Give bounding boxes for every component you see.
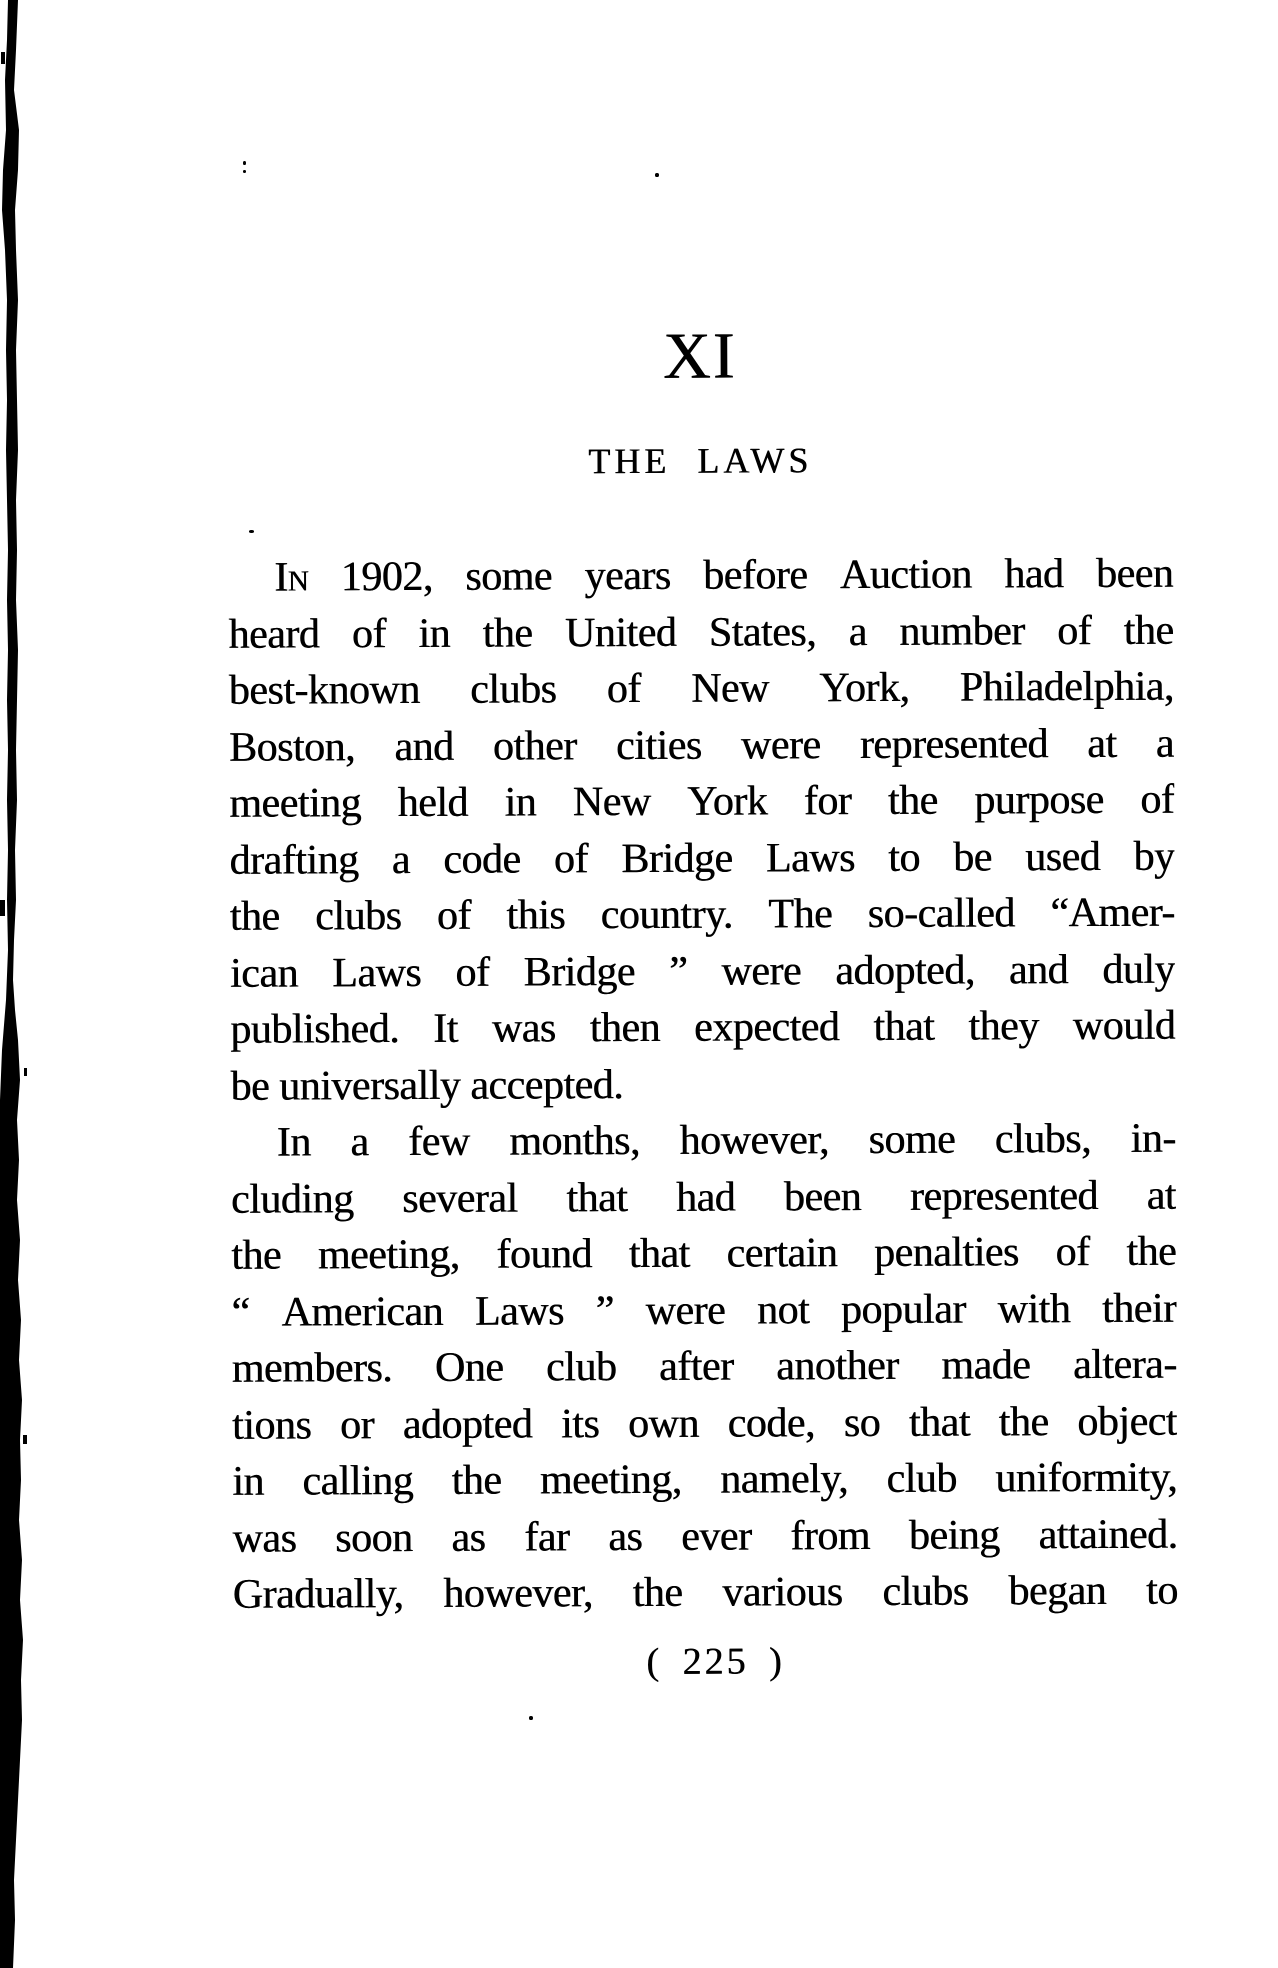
- chapter-title: THE LAWS: [588, 440, 813, 482]
- body-text: [228, 546, 1178, 1624]
- text-line: Boston, and other cities were represented at a: [228, 720, 1175, 771]
- text-line: drafting a code of Bridge Laws to be used by: [229, 833, 1175, 884]
- text-line: meeting held in New York for the purpose of: [229, 776, 1175, 827]
- text-line: tions or adopted its own code, so that the object: [231, 1398, 1177, 1449]
- text-line: members. One club after another made altera-: [231, 1341, 1177, 1392]
- text-line: In 1902, some years before Auction had been: [274, 550, 1174, 601]
- text-line: in calling the meeting, namely, club uniformity,: [232, 1454, 1178, 1505]
- text-line: In a few months, however, some clubs, in-: [276, 1115, 1176, 1166]
- text-line: best-known clubs of New York, Philadelphia,: [228, 663, 1174, 714]
- page-number: ( 225 ): [646, 1640, 785, 1683]
- text-line: Gradually, however, the various clubs began to: [232, 1567, 1178, 1618]
- text-line: the clubs of this country. The so-called “Amer-: [229, 889, 1175, 940]
- text-line: ican Laws of Bridge ” were adopted, and duly: [229, 946, 1175, 997]
- text-line: was soon as far as ever from being attained.: [232, 1511, 1178, 1562]
- text-line: cluding several that had been represented at: [230, 1172, 1176, 1223]
- text-line: published. It was then expected that they would: [230, 1002, 1176, 1053]
- text-line: be universally accepted.: [230, 1061, 624, 1110]
- text-line: “ American Laws ” were not popular with their: [231, 1285, 1177, 1336]
- text-line: heard of in the United States, a number of the: [228, 607, 1174, 658]
- chapter-number: XI: [662, 319, 737, 393]
- text-line: the meeting, found that certain penalties of the: [231, 1228, 1177, 1279]
